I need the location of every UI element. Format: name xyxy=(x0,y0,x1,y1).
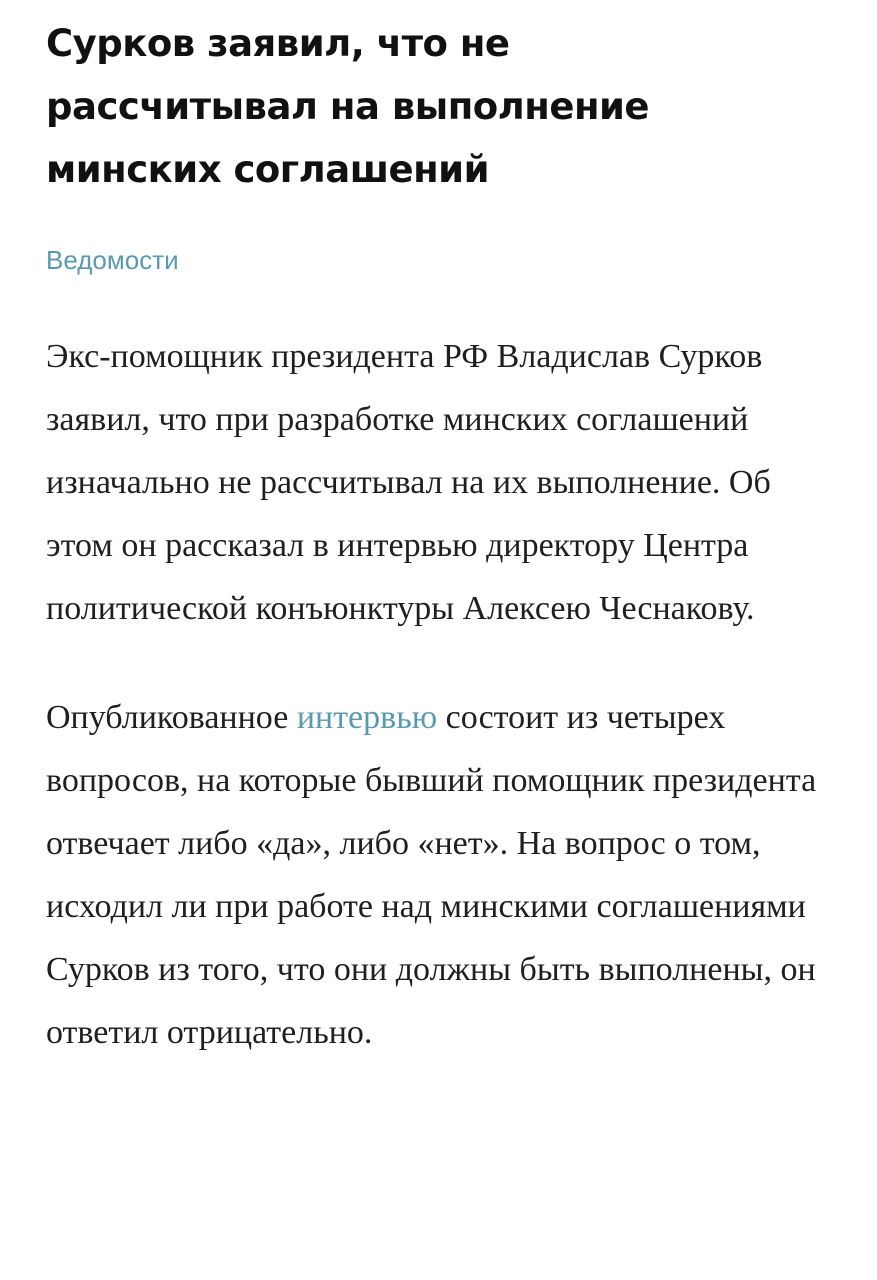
article-headline: Сурков заявил, что не рассчитывал на выполнение минских соглашений xyxy=(46,22,650,191)
paragraph-text-before-link: Опубликованное xyxy=(46,699,297,736)
article-paragraph-2 xyxy=(46,686,846,1064)
interview-link[interactable]: интервью xyxy=(296,699,438,736)
article-paragraph-1: Экс-помощник президента РФ Владислав Сурков заявил, что при разработке минских соглашений изначально не рассчитывал на их выполнение. Об этом он рассказал в интервью директору Центра политической конъюнктуры Алексею Чеснакову. xyxy=(46,338,771,627)
paragraph-text-after-link: состоит из четырех вопросов, на которые бывший помощник президента отвечает либо «да», либо «нет». На вопрос о том, исходил ли при работе над минскими соглашениями Сурков из того, что они должны быть выполнены, он ответил отрицательно. xyxy=(46,699,817,1051)
source-label[interactable]: Ведомости xyxy=(46,245,179,275)
article xyxy=(46,0,846,1064)
